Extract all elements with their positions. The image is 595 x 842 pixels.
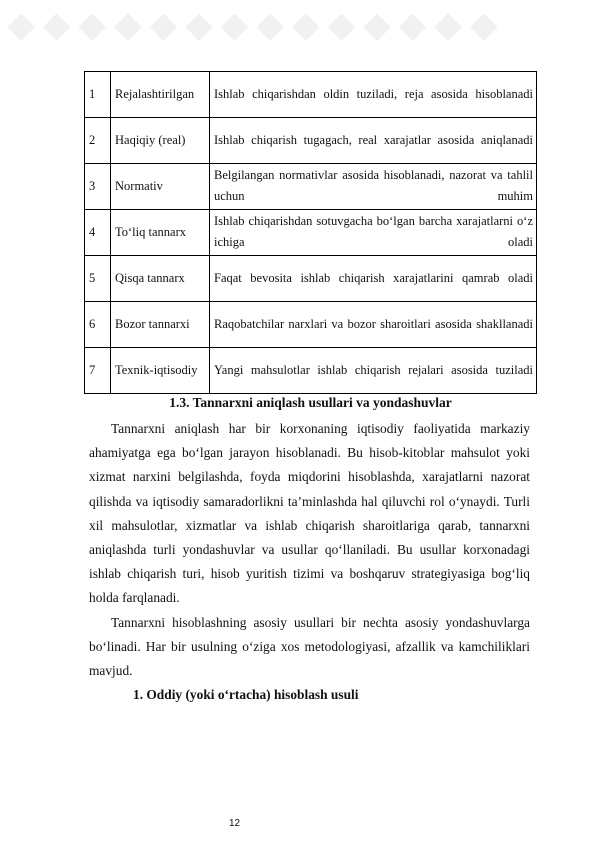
paragraph: Tannarxni aniqlash har bir korxonaning iqtisodiy faoliyatida markaziy ahamiyatga ega bo‘lgan jarayon hisoblanadi. Bu hisob-kitoblar mahsulot yoki xizmat narxini belgilashda, foyda miqdorini hisoblashda, xarajatlarni nazorat qilishda va iqtisodiy samaradorlikni ta’minlashda hal qiluvchi rol o‘ynaydi. Turli xil mahsulotlar, xizmatlar va ishlab chiqarish sharoitlariga qarab, tannarxni aniqlashda turli yondashuvlar va usullar qo‘llaniladi. Bu usullar korxonadagi ishlab chiqarish turi, hisob yuritish tizimi va boshqaruv strategiyasiga bog‘liq holda farqlanadi. (89, 421, 530, 606)
row-term: Normativ (111, 164, 210, 210)
row-term: Texnik-iqtisodiy (111, 348, 210, 394)
row-description: Yangi mahsulotlar ishlab chiqarish rejalari asosida tuziladi (210, 348, 537, 394)
row-description: Ishlab chiqarishdan sotuvgacha bo‘lgan barcha xarajatlarni o‘z ichiga oladi (210, 210, 537, 256)
table-row (85, 210, 537, 256)
row-number: 6 (85, 302, 111, 348)
section-title: 1.3. Tannarxni aniqlash usullari va yondashuvlar (169, 395, 452, 410)
table-row (85, 72, 537, 118)
paragraph: Tannarxni hisoblashning asosiy usullari bir nechta asosiy yondashuvlarga bo‘linadi. Har bir usulning o‘ziga xos metodologiyasi, afzallik va kamchiliklari mavjud. (89, 614, 530, 679)
table-row (85, 302, 537, 348)
page-number: 12 (229, 818, 241, 829)
row-term: Haqiqiy (real) (111, 118, 210, 164)
row-term: Rejalashtirilgan (111, 72, 210, 118)
subheading: 1. Oddiy (yoki o‘rtacha) hisoblash usuli (133, 687, 359, 703)
row-number: 2 (85, 118, 111, 164)
row-number: 5 (85, 256, 111, 302)
table-row (85, 118, 537, 164)
row-description: Belgilangan normativlar asosida hisoblanadi, nazorat va tahlil uchun muhim (210, 164, 537, 210)
tannarx-types-table (84, 71, 537, 394)
row-description: Ishlab chiqarish tugagach, real xarajatlar asosida aniqlanadi (210, 118, 537, 164)
table-row (85, 348, 537, 394)
section-body (89, 417, 530, 707)
row-number: 7 (85, 348, 111, 394)
row-term: Qisqa tannarx (111, 256, 210, 302)
row-number: 3 (85, 164, 111, 210)
row-term: Bozor tannarxi (111, 302, 210, 348)
table-row (85, 256, 537, 302)
row-description: Ishlab chiqarishdan oldin tuziladi, reja asosida hisoblanadi (210, 72, 537, 118)
table-row (85, 164, 537, 210)
watermark: ◆ ◆ ◆ ◆ ◆ ◆ ◆ ◆ ◆ ◆ ◆ ◆ ◆ ◆ (8, 6, 497, 44)
row-description: Faqat bevosita ishlab chiqarish xarajatlarini qamrab oladi (210, 256, 537, 302)
row-term: To‘liq tannarx (111, 210, 210, 256)
row-description: Raqobatchilar narxlari va bozor sharoitlari asosida shakllanadi (210, 302, 537, 348)
row-number: 1 (85, 72, 111, 118)
row-number: 4 (85, 210, 111, 256)
